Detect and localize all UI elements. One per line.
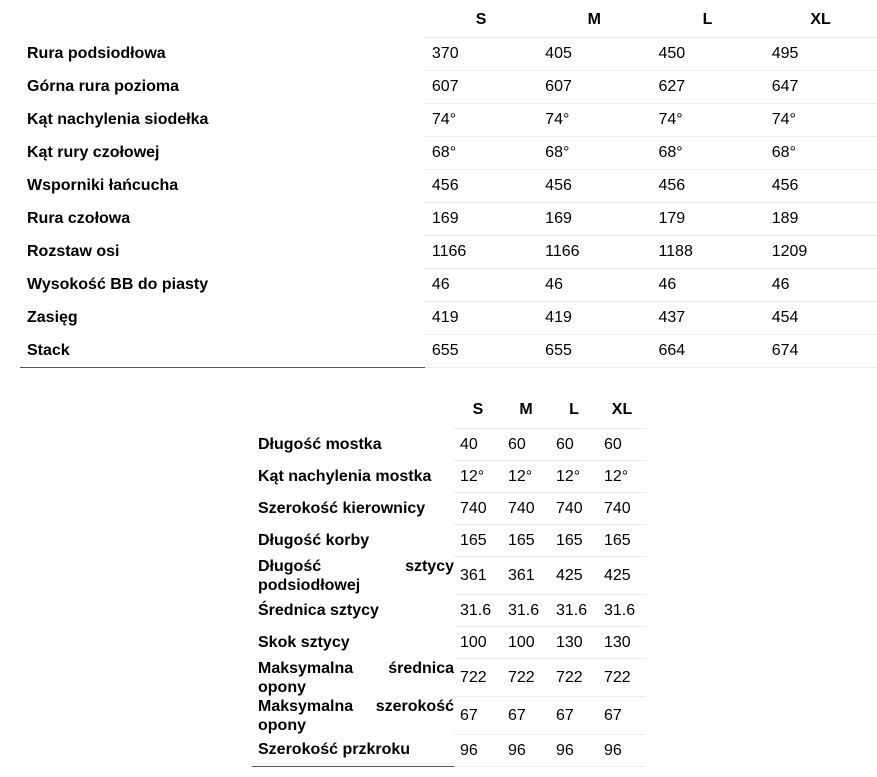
table-cell: 67 — [550, 697, 598, 735]
table-cell: 165 — [550, 525, 598, 557]
row-label: Górna rura pozioma — [27, 78, 180, 95]
table-row — [20, 302, 877, 335]
components-table — [252, 392, 646, 767]
row-label-text: Długość sztycy podsiodłowej — [258, 557, 454, 594]
table-cell: 740 — [454, 493, 502, 525]
table-cell: 46 — [651, 269, 764, 302]
table-cell: 454 — [764, 302, 877, 335]
table-cell: 425 — [550, 557, 598, 595]
row-label: Rozstaw osi — [27, 243, 120, 260]
table-cell: 456 — [651, 170, 764, 203]
size-header: XL — [764, 2, 877, 38]
row-label: Kąt rury czołowej — [27, 144, 160, 161]
table-cell: 74° — [651, 104, 764, 137]
table-row — [252, 493, 646, 525]
table-row — [252, 697, 646, 735]
row-label: Szerokość kierownicy — [258, 499, 426, 517]
table-cell: 655 — [424, 335, 537, 368]
table-cell: 722 — [550, 659, 598, 697]
table-cell: 12° — [454, 461, 502, 493]
table-cell: 31.6 — [502, 595, 550, 627]
row-label: Długość korby — [258, 531, 370, 549]
table-cell: 627 — [651, 71, 764, 104]
table-cell: 740 — [550, 493, 598, 525]
table-cell: 1188 — [651, 236, 764, 269]
table-cell: 68° — [651, 137, 764, 170]
table-cell: 46 — [764, 269, 877, 302]
row-label: Kąt nachylenia mostka — [258, 467, 432, 485]
table-cell: 370 — [424, 38, 537, 71]
table-cell: 450 — [651, 38, 764, 71]
row-label: Długość mostka — [258, 435, 382, 453]
table-cell: 46 — [538, 269, 651, 302]
table-row — [20, 203, 877, 236]
table-cell: 169 — [538, 203, 651, 236]
table-header-row — [252, 392, 646, 429]
table-cell: 68° — [538, 137, 651, 170]
table-row — [252, 557, 646, 595]
table-cell: 437 — [651, 302, 764, 335]
table-row — [252, 461, 646, 493]
table-cell: 647 — [764, 71, 877, 104]
table-row — [252, 627, 646, 659]
row-label-text: Maksymalna szerokość opony — [258, 697, 454, 734]
table-cell: 740 — [598, 493, 646, 525]
table-cell: 674 — [764, 335, 877, 368]
table-cell: 100 — [454, 627, 502, 659]
table-cell: 74° — [538, 104, 651, 137]
size-header: XL — [598, 392, 646, 429]
table-cell: 31.6 — [454, 595, 502, 627]
table-row — [20, 71, 877, 104]
table-cell: 96 — [598, 735, 646, 767]
table-row — [20, 269, 877, 302]
table-cell: 165 — [502, 525, 550, 557]
table-row — [252, 595, 646, 627]
table-cell: 96 — [454, 735, 502, 767]
row-label — [252, 557, 454, 595]
table-cell: 60 — [502, 429, 550, 461]
table-cell: 456 — [538, 170, 651, 203]
row-label: Zasięg — [27, 309, 78, 326]
table-cell: 722 — [454, 659, 502, 697]
table-cell: 189 — [764, 203, 877, 236]
table-cell: 165 — [454, 525, 502, 557]
table-header-row — [20, 2, 877, 38]
table-cell: 60 — [598, 429, 646, 461]
row-label: Wysokość BB do piasty — [27, 276, 209, 293]
table-cell: 405 — [538, 38, 651, 71]
table-row — [252, 525, 646, 557]
table-cell: 655 — [538, 335, 651, 368]
table-row — [20, 104, 877, 137]
table-cell: 31.6 — [550, 595, 598, 627]
table-cell: 67 — [454, 697, 502, 735]
size-header: L — [651, 2, 764, 38]
table-cell: 361 — [502, 557, 550, 595]
table-cell: 495 — [764, 38, 877, 71]
table-cell: 419 — [538, 302, 651, 335]
table-cell: 74° — [424, 104, 537, 137]
size-header: S — [454, 392, 502, 429]
table-cell: 60 — [550, 429, 598, 461]
table-cell: 67 — [598, 697, 646, 735]
table-cell: 130 — [598, 627, 646, 659]
size-header: L — [550, 392, 598, 429]
table-cell: 96 — [502, 735, 550, 767]
row-label: Szerokość przkroku — [252, 735, 454, 767]
table-cell: 96 — [550, 735, 598, 767]
row-label: Wsporniki łańcucha — [27, 177, 179, 194]
table-cell: 12° — [502, 461, 550, 493]
size-header: M — [502, 392, 550, 429]
table-cell: 68° — [764, 137, 877, 170]
row-label: Stack — [20, 335, 424, 368]
row-label — [252, 697, 454, 735]
table-cell: 456 — [424, 170, 537, 203]
table-cell: 179 — [651, 203, 764, 236]
table-cell: 12° — [550, 461, 598, 493]
table-cell: 74° — [764, 104, 877, 137]
header-spacer — [252, 392, 454, 429]
table-cell: 130 — [550, 627, 598, 659]
row-label: Skok sztycy — [258, 633, 350, 651]
row-label: Rura czołowa — [27, 210, 131, 227]
table-cell: 165 — [598, 525, 646, 557]
size-header: S — [424, 2, 537, 38]
table-cell: 67 — [502, 697, 550, 735]
table-row — [20, 137, 877, 170]
table-cell: 456 — [764, 170, 877, 203]
table-row — [252, 429, 646, 461]
table-cell: 68° — [424, 137, 537, 170]
table-row — [20, 236, 877, 269]
header-spacer — [20, 2, 424, 38]
table-cell: 722 — [502, 659, 550, 697]
table-cell: 169 — [424, 203, 537, 236]
table-cell: 607 — [538, 71, 651, 104]
table-cell: 722 — [598, 659, 646, 697]
table-row — [252, 659, 646, 697]
table-cell: 607 — [424, 71, 537, 104]
table-cell: 31.6 — [598, 595, 646, 627]
table-cell: 740 — [502, 493, 550, 525]
row-label: Kąt nachylenia siodełka — [27, 111, 209, 128]
table-cell: 40 — [454, 429, 502, 461]
size-header: M — [538, 2, 651, 38]
table-row — [20, 38, 877, 71]
row-label: Rura podsiodłowa — [27, 45, 166, 62]
table-row — [20, 335, 877, 368]
row-label-text: Maksymalna średnica opony — [258, 659, 454, 696]
row-label: Średnica sztycy — [258, 601, 379, 619]
table-row — [20, 170, 877, 203]
table-cell: 1166 — [424, 236, 537, 269]
table-cell: 46 — [424, 269, 537, 302]
table-cell: 1209 — [764, 236, 877, 269]
table-cell: 1166 — [538, 236, 651, 269]
table-cell: 664 — [651, 335, 764, 368]
table-cell: 100 — [502, 627, 550, 659]
table-cell: 425 — [598, 557, 646, 595]
table-cell: 12° — [598, 461, 646, 493]
row-label — [252, 659, 454, 697]
table-cell: 361 — [454, 557, 502, 595]
table-cell: 419 — [424, 302, 537, 335]
frame-geometry-table — [20, 2, 877, 368]
table-row — [252, 735, 646, 767]
